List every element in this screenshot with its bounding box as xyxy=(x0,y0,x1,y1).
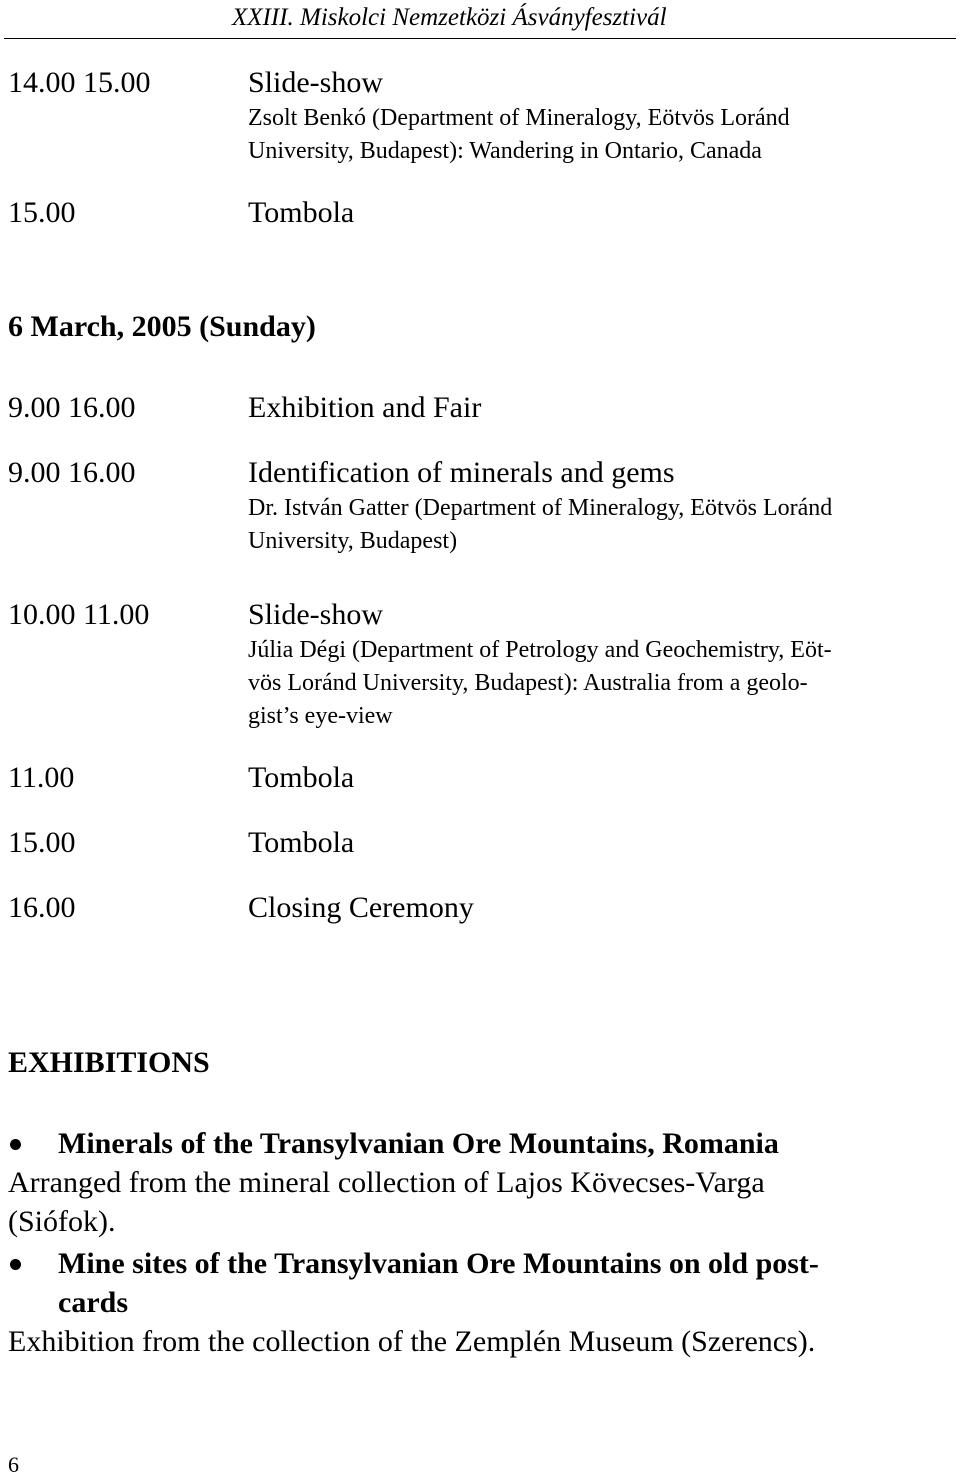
schedule-time: 15.00 xyxy=(8,196,76,229)
exhibition-desc: (Siófok). xyxy=(8,1205,116,1238)
schedule-title: Tombola xyxy=(248,196,355,229)
schedule-title: Identification of minerals and gems xyxy=(248,456,675,489)
schedule-title: Closing Ceremony xyxy=(248,891,474,924)
schedule-time: 9.00 16.00 xyxy=(8,456,136,489)
schedule-desc: University, Budapest) xyxy=(248,528,458,554)
page-number: 6 xyxy=(8,1452,19,1477)
bullet-icon xyxy=(10,1139,21,1150)
schedule-time: 9.00 16.00 xyxy=(8,391,136,424)
exhibition-desc: Exhibition from the collection of the Zemplén Museum (Szerencs). xyxy=(8,1325,816,1358)
exhibition-title-cont: cards xyxy=(58,1286,128,1319)
schedule-desc: Dr. István Gatter (Department of Mineralogy, Eötvös Loránd xyxy=(248,495,833,521)
bullet-icon xyxy=(10,1259,21,1270)
header-rule xyxy=(4,38,956,39)
running-header: XXIII. Miskolci Nemzetközi Ásványfesztivál xyxy=(232,4,667,31)
exhibition-title: Minerals of the Transylvanian Ore Mountains, Romania xyxy=(58,1127,779,1160)
schedule-desc: University, Budapest): Wandering in Ontario, Canada xyxy=(248,138,762,164)
schedule-time: 11.00 xyxy=(8,761,75,794)
schedule-title: Slide-show xyxy=(248,598,383,631)
schedule-time: 16.00 xyxy=(8,891,76,924)
schedule-title: Slide-show xyxy=(248,66,383,99)
schedule-title: Tombola xyxy=(248,826,355,859)
exhibition-desc: Arranged from the mineral collection of Lajos Kövecses-Varga xyxy=(8,1166,765,1199)
day-heading: 6 March, 2005 (Sunday) xyxy=(8,310,316,343)
schedule-time: 15.00 xyxy=(8,826,76,859)
schedule-time: 10.00 11.00 xyxy=(8,598,150,631)
schedule-title: Tombola xyxy=(248,761,355,794)
schedule-time: 14.00 15.00 xyxy=(8,66,151,99)
exhibition-title: Mine sites of the Transylvanian Ore Mountains on old post- xyxy=(58,1247,819,1280)
schedule-desc: Zsolt Benkó (Department of Mineralogy, Eötvös Loránd xyxy=(248,105,790,131)
exhibitions-heading: EXHIBITIONS xyxy=(8,1046,210,1079)
schedule-desc: Júlia Dégi (Department of Petrology and Geochemistry, Eöt- xyxy=(248,637,832,663)
schedule-title: Exhibition and Fair xyxy=(248,391,482,424)
schedule-desc: vös Loránd University, Budapest): Australia from a geolo- xyxy=(248,670,808,696)
schedule-desc: gist’s eye-view xyxy=(248,703,393,729)
